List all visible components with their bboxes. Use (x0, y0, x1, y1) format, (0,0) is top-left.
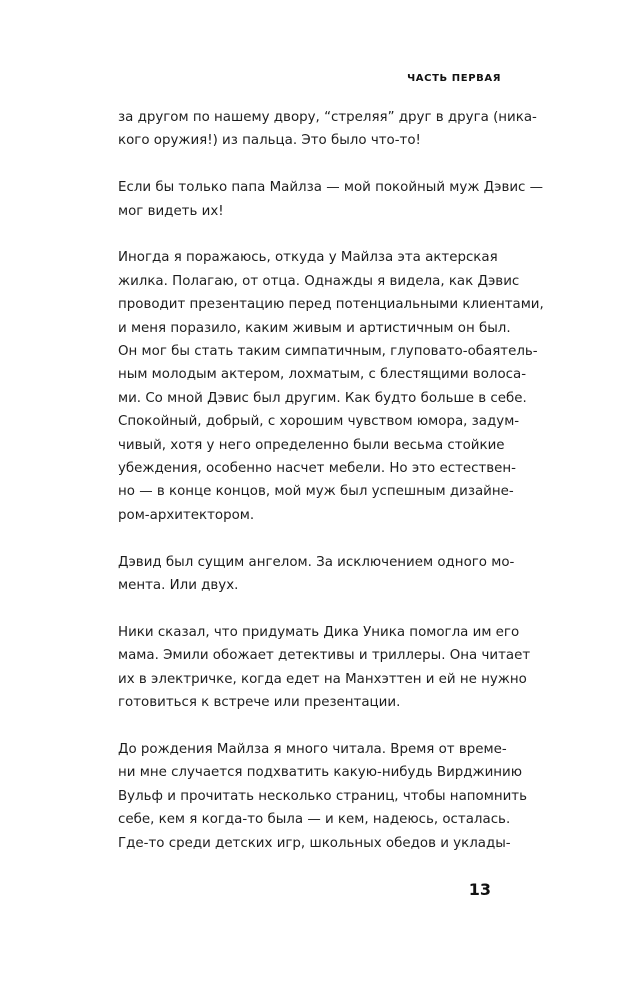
paragraph (118, 176, 544, 223)
text-line: себе, кем я когда-то была — и кем, надеюсь, осталась. (118, 812, 511, 828)
text-line: ром-архитектором. (118, 507, 255, 523)
text-line: готовиться к встрече или презентации. (118, 695, 401, 711)
page-number: 13 (468, 880, 491, 899)
text-line: кого оружия!) из пальца. Это было что-то! (118, 133, 421, 149)
text-line: Вульф и прочитать несколько страниц, чтобы напомнить (118, 788, 527, 804)
text-line: Он мог бы стать таким симпатичным, глуповато-обаятель- (118, 344, 538, 360)
paragraph (118, 246, 544, 527)
text-line: Спокойный, добрый, с хорошим чувством юмора, задум- (118, 414, 520, 430)
text-line: за другом по нашему двору, “стреляя” друг в друга (ника- (118, 110, 537, 125)
text-line: мама. Эмили обожает детективы и триллеры. Она читает (118, 648, 531, 664)
paragraph (118, 738, 527, 855)
text-line: Иногда я поражаюсь, откуда у Майлза эта актерская (118, 250, 498, 266)
text-line: убеждения, особенно насчет мебели. Но это естествен- (118, 461, 516, 477)
paragraph (118, 551, 515, 598)
text-line: Где-то среди детских игр, школьных обедов и уклады- (118, 835, 511, 851)
text-line: проводит презентацию перед потенциальными клиентами, (118, 297, 544, 313)
text-line: жилка. Полагаю, от отца. Однажды я видела, как Дэвис (118, 273, 520, 289)
text-line: и меня поразило, каким живым и артистичным он был. (118, 320, 511, 336)
text-line: ным молодым актером, лохматым, с блестящими волоса- (118, 367, 527, 383)
page-body (118, 106, 544, 878)
text-line: их в электричке, когда едет на Манхэттен и ей не нужно (118, 671, 527, 687)
text-line: мента. Или двух. (118, 578, 239, 594)
text-line: но — в конце концов, мой муж был успешным дизайне- (118, 484, 514, 500)
text-line: ни мне случается подхватить какую-нибудь Вирджинию (118, 765, 523, 781)
paragraph (118, 106, 537, 153)
text-line: Если бы только папа Майлза — мой покойный муж Дэвис — (118, 180, 544, 196)
text-line: Дэвид был сущим ангелом. За исключением одного мо- (118, 554, 515, 570)
text-line: Ники сказал, что придумать Дика Уника помогла им его (118, 624, 520, 640)
text-line: До рождения Майлза я много читала. Время от време- (118, 741, 507, 757)
paragraph (118, 621, 531, 715)
text-line: мог видеть их! (118, 203, 224, 219)
running-header: ЧАСТЬ ПЕРВАЯ (407, 73, 501, 84)
text-line: ми. Со мной Дэвис был другим. Как будто больше в себе. (118, 390, 527, 406)
text-line: чивый, хотя у него определенно были весьма стойкие (118, 437, 505, 453)
